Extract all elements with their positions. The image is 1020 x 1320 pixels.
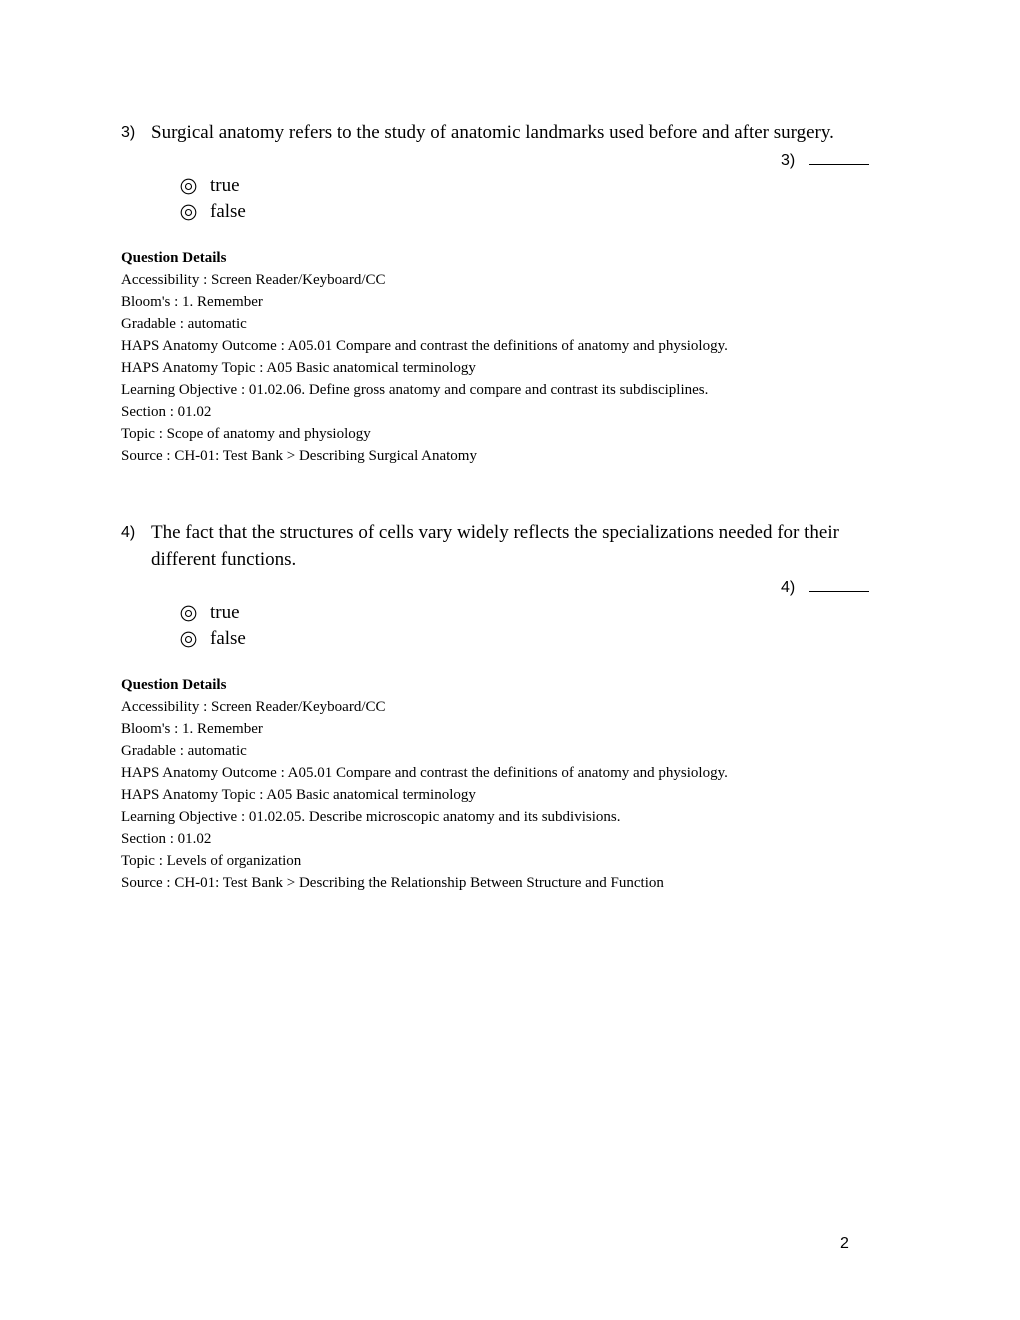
answer-slot[interactable] <box>781 577 869 597</box>
question-details <box>121 674 921 894</box>
detail-line: Bloom's : 1. Remember <box>121 721 263 737</box>
radio-icon[interactable] <box>180 631 197 648</box>
detail-line: Learning Objective : 01.02.05. Describe microscopic anatomy and its subdivisions. <box>121 809 621 825</box>
answer-slot[interactable] <box>781 150 869 170</box>
detail-line: Section : 01.02 <box>121 831 212 847</box>
detail-line: Gradable : automatic <box>121 743 247 759</box>
detail-line: HAPS Anatomy Topic : A05 Basic anatomical terminology <box>121 360 476 376</box>
detail-line: Accessibility : Screen Reader/Keyboard/CC <box>121 699 386 715</box>
option-label: false <box>210 201 246 222</box>
question-details <box>121 247 921 467</box>
detail-line: Gradable : automatic <box>121 316 247 332</box>
detail-line: Source : CH-01: Test Bank > Describing Surgical Anatomy <box>121 448 477 464</box>
option-label: false <box>210 628 246 649</box>
question-text: Surgical anatomy refers to the study of anatomic landmarks used before and after surgery. <box>151 122 834 143</box>
detail-line: HAPS Anatomy Outcome : A05.01 Compare and contrast the definitions of anatomy and physiology. <box>121 765 728 781</box>
detail-line: Source : CH-01: Test Bank > Describing the Relationship Between Structure and Function <box>121 875 664 891</box>
detail-line: Section : 01.02 <box>121 404 212 420</box>
option-label: true <box>210 175 240 196</box>
detail-line: Topic : Scope of anatomy and physiology <box>121 426 371 442</box>
answer-blank[interactable] <box>809 150 869 165</box>
page-number: 2 <box>840 1235 849 1252</box>
details-heading: Question Details <box>121 250 227 266</box>
answer-label: 4) <box>781 579 796 596</box>
option-false[interactable] <box>180 626 246 652</box>
detail-line: Learning Objective : 01.02.06. Define gross anatomy and compare and contrast its subdisciplines. <box>121 382 709 398</box>
option-label: true <box>210 602 240 623</box>
question-number: 3) <box>121 124 136 141</box>
detail-line: Topic : Levels of organization <box>121 853 302 869</box>
detail-line: HAPS Anatomy Topic : A05 Basic anatomical terminology <box>121 787 476 803</box>
answer-blank[interactable] <box>809 577 869 592</box>
answer-label: 3) <box>781 152 796 169</box>
details-heading: Question Details <box>121 677 227 693</box>
option-false[interactable] <box>180 199 246 225</box>
detail-line: HAPS Anatomy Outcome : A05.01 Compare and contrast the definitions of anatomy and physiology. <box>121 338 728 354</box>
detail-line: Bloom's : 1. Remember <box>121 294 263 310</box>
question-text: The fact that the structures of cells vary widely reflects the specializations needed for their different functions. <box>151 522 839 570</box>
option-true[interactable] <box>180 173 240 199</box>
radio-icon[interactable] <box>180 605 197 622</box>
option-true[interactable] <box>180 600 240 626</box>
detail-line: Accessibility : Screen Reader/Keyboard/CC <box>121 272 386 288</box>
radio-icon[interactable] <box>180 178 197 195</box>
radio-icon[interactable] <box>180 204 197 221</box>
question-number: 4) <box>121 524 136 541</box>
